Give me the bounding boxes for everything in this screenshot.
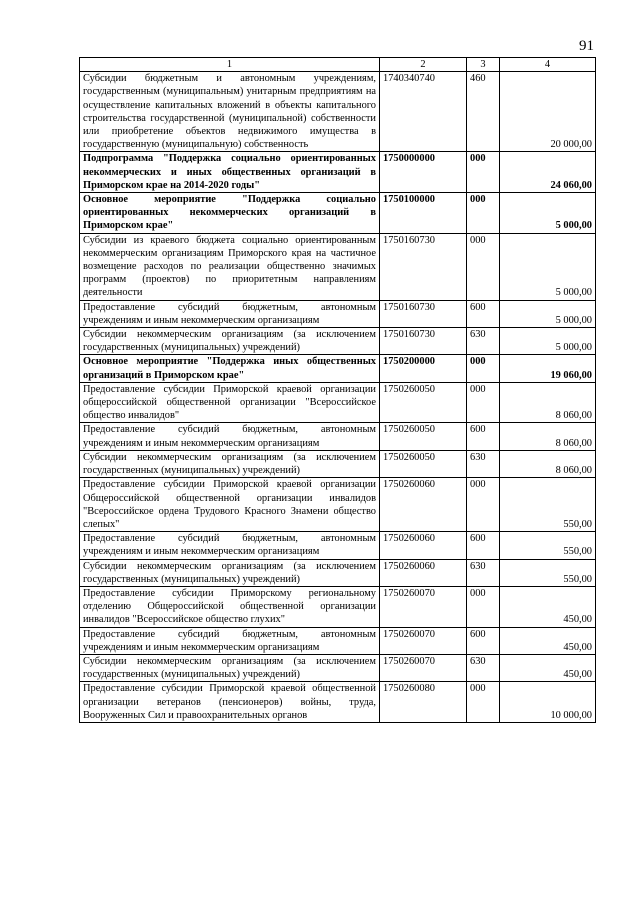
row-name-cell: Субсидии бюджетным и автономным учреждениям, государственным (муниципальным) унитарным предприятиям на осуществление капитальных вложений в объекты капитального строительства государственной (муниципальной) собственности или приобретение объектов недвижимого имущества в государственную (муниципальную) собственность <box>80 72 380 152</box>
row-amount-cell: 20 000,00 <box>500 72 596 152</box>
row-expense-type-cell: 630 <box>467 654 500 681</box>
table-row <box>80 328 596 355</box>
table-header-row <box>80 58 596 72</box>
row-name-cell: Предоставление субсидии Приморской краевой организации Общероссийской общественной организации инвалидов "Всероссийское ордена Трудового Красного Знамени общество слепых" <box>80 478 380 532</box>
row-amount-cell: 5 000,00 <box>500 300 596 327</box>
row-expense-type-cell: 000 <box>467 233 500 300</box>
row-expense-type-cell: 600 <box>467 423 500 450</box>
page-number: 91 <box>579 38 594 54</box>
row-code-cell: 1750260060 <box>380 559 467 586</box>
row-amount-cell: 8 060,00 <box>500 423 596 450</box>
table-row <box>80 654 596 681</box>
row-expense-type-cell: 000 <box>467 355 500 382</box>
row-expense-type-cell: 000 <box>467 478 500 532</box>
row-amount-cell: 8 060,00 <box>500 450 596 477</box>
row-name-cell: Предоставление субсидий бюджетным, автономным учреждениям и иным некоммерческим организациям <box>80 532 380 559</box>
row-amount-cell: 19 060,00 <box>500 355 596 382</box>
row-name-cell: Предоставление субсидий бюджетным, автономным учреждениям и иным некоммерческим организациям <box>80 423 380 450</box>
row-expense-type-cell: 600 <box>467 627 500 654</box>
row-code-cell: 1750160730 <box>380 300 467 327</box>
table-row <box>80 193 596 234</box>
row-expense-type-cell: 630 <box>467 559 500 586</box>
row-expense-type-cell: 000 <box>467 152 500 193</box>
row-name-cell: Предоставление субсидий бюджетным, автономным учреждениям и иным некоммерческим организациям <box>80 300 380 327</box>
row-amount-cell: 5 000,00 <box>500 233 596 300</box>
row-expense-type-cell: 600 <box>467 532 500 559</box>
column-header-2: 2 <box>380 58 467 72</box>
table-row <box>80 682 596 723</box>
row-code-cell: 1740340740 <box>380 72 467 152</box>
row-amount-cell: 10 000,00 <box>500 682 596 723</box>
row-code-cell: 1750260080 <box>380 682 467 723</box>
row-amount-cell: 450,00 <box>500 627 596 654</box>
table-row <box>80 355 596 382</box>
row-name-cell: Предоставление субсидии Приморской краевой организации общероссийской общественной организации "Всероссийское общество инвалидов" <box>80 382 380 423</box>
row-code-cell: 1750260050 <box>380 450 467 477</box>
row-expense-type-cell: 630 <box>467 450 500 477</box>
row-amount-cell: 450,00 <box>500 586 596 627</box>
row-amount-cell: 550,00 <box>500 478 596 532</box>
column-header-3: 3 <box>467 58 500 72</box>
row-code-cell: 1750160730 <box>380 328 467 355</box>
row-name-cell: Основное мероприятие "Поддержка социально ориентированных некоммерческих организаций в Приморском крае" <box>80 193 380 234</box>
row-name-cell: Предоставление субсидии Приморскому региональному отделению Общероссийской общественной организации инвалидов "Всероссийское общество глухих" <box>80 586 380 627</box>
row-amount-cell: 550,00 <box>500 532 596 559</box>
row-expense-type-cell: 600 <box>467 300 500 327</box>
table-row <box>80 233 596 300</box>
row-name-cell: Предоставление субсидий бюджетным, автономным учреждениям и иным некоммерческим организациям <box>80 627 380 654</box>
row-code-cell: 1750260070 <box>380 586 467 627</box>
row-name-cell: Подпрограмма "Поддержка социально ориентированных некоммерческих и иных общественных организаций в Приморском крае на 2014-2020 годы" <box>80 152 380 193</box>
row-code-cell: 1750160730 <box>380 233 467 300</box>
table-row <box>80 382 596 423</box>
table-row <box>80 627 596 654</box>
table-row <box>80 423 596 450</box>
table-row <box>80 478 596 532</box>
row-name-cell: Субсидии из краевого бюджета социально ориентированным некоммерческим организациям Приморского края на частичное возмещение расходов по реализации общественно значимых программ (проектов) по приоритетным направлениям деятельности <box>80 233 380 300</box>
row-amount-cell: 24 060,00 <box>500 152 596 193</box>
row-name-cell: Предоставление субсидии Приморской краевой общественной организации ветеранов (пенсионеров) войны, труда, Вооруженных Сил и правоохранительных органов <box>80 682 380 723</box>
row-amount-cell: 450,00 <box>500 654 596 681</box>
row-name-cell: Основное мероприятие "Поддержка иных общественных организаций в Приморском крае" <box>80 355 380 382</box>
row-amount-cell: 8 060,00 <box>500 382 596 423</box>
row-expense-type-cell: 460 <box>467 72 500 152</box>
row-expense-type-cell: 000 <box>467 382 500 423</box>
row-name-cell: Субсидии некоммерческим организациям (за исключением государственных (муниципальных) учреждений) <box>80 559 380 586</box>
table-row <box>80 532 596 559</box>
column-header-4: 4 <box>500 58 596 72</box>
row-code-cell: 1750260060 <box>380 478 467 532</box>
row-code-cell: 1750260050 <box>380 423 467 450</box>
row-amount-cell: 5 000,00 <box>500 193 596 234</box>
row-code-cell: 1750260050 <box>380 382 467 423</box>
row-amount-cell: 550,00 <box>500 559 596 586</box>
row-code-cell: 1750000000 <box>380 152 467 193</box>
table-row <box>80 300 596 327</box>
table-row <box>80 72 596 152</box>
row-name-cell: Субсидии некоммерческим организациям (за исключением государственных (муниципальных) учреждений) <box>80 328 380 355</box>
row-code-cell: 1750100000 <box>380 193 467 234</box>
row-code-cell: 1750260060 <box>380 532 467 559</box>
table-row <box>80 559 596 586</box>
row-amount-cell: 5 000,00 <box>500 328 596 355</box>
row-expense-type-cell: 000 <box>467 586 500 627</box>
table-row <box>80 586 596 627</box>
table-body <box>80 72 596 723</box>
row-expense-type-cell: 000 <box>467 193 500 234</box>
row-code-cell: 1750260070 <box>380 627 467 654</box>
column-header-1: 1 <box>80 58 380 72</box>
row-code-cell: 1750260070 <box>380 654 467 681</box>
budget-table <box>79 57 596 723</box>
table-row <box>80 152 596 193</box>
row-expense-type-cell: 630 <box>467 328 500 355</box>
row-name-cell: Субсидии некоммерческим организациям (за исключением государственных (муниципальных) учреждений) <box>80 654 380 681</box>
row-code-cell: 1750200000 <box>380 355 467 382</box>
row-expense-type-cell: 000 <box>467 682 500 723</box>
row-name-cell: Субсидии некоммерческим организациям (за исключением государственных (муниципальных) учреждений) <box>80 450 380 477</box>
table-row <box>80 450 596 477</box>
